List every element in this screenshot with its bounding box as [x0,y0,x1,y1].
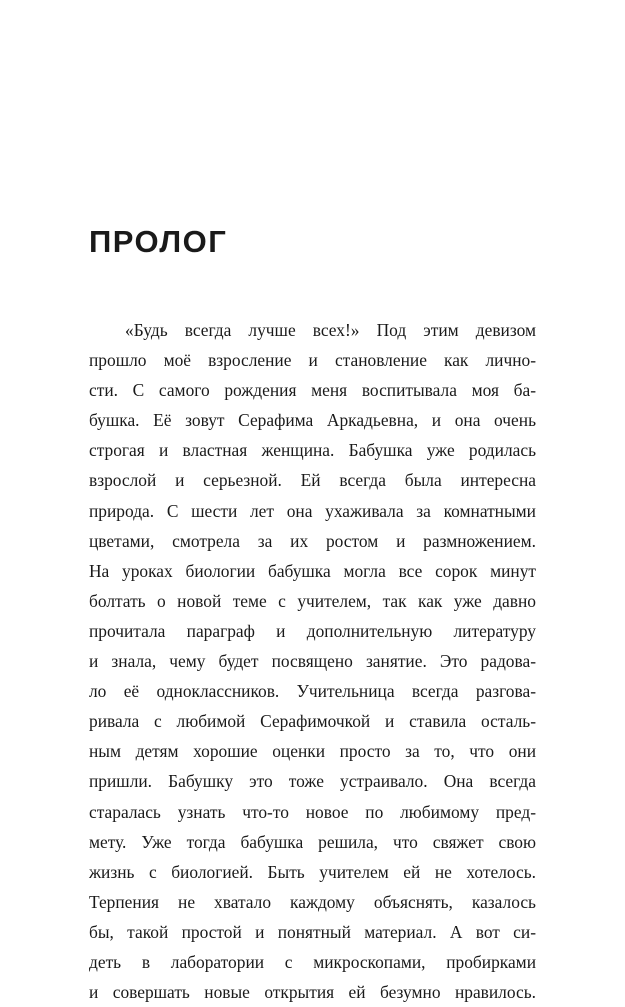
text-line: природа. С шести лет она ухаживала за комнатными [89,500,536,521]
text-line: цветами, смотрела за их ростом и размножением. [89,530,536,551]
body-paragraph [89,315,536,1007]
text-line: сти. С самого рождения меня воспитывала моя ба- [89,380,536,401]
chapter-title: ПРОЛОГ [89,224,228,259]
text-line: бы, такой простой и понятный материал. А вот си- [89,921,536,942]
text-line: жизнь с биологией. Быть учителем ей не хотелось. [89,861,536,882]
text-line: строгая и властная женщина. Бабушка уже родилась [89,440,536,461]
text-line: и знала, чему будет посвящено занятие. Это радова- [89,651,536,672]
text-line: мету. Уже тогда бабушка решила, что свяжет свою [89,831,536,852]
text-line: ло её одноклассников. Учительница всегда разгова- [89,681,536,702]
text-line: «Будь всегда лучше всех!» Под этим девизом [125,320,536,340]
text-line: взрослой и серьезной. Ей всегда была интересна [89,470,536,491]
text-line: бушка. Её зовут Серафима Аркадьевна, и она очень [89,410,536,431]
text-line: пришли. Бабушку это тоже устраивало. Она всегда [89,771,536,792]
text-line: Терпения не хватало каждому объяснять, казалось [89,891,536,912]
text-line: прочитала параграф и дополнительную литературу [89,620,536,641]
text-line: болтать о новой теме с учителем, так как уже давно [89,590,536,611]
text-line: ривала с любимой Серафимочкой и ставила осталь- [89,711,536,732]
text-line: прошло моё взросление и становление как лично- [89,350,536,371]
text-line: старалась узнать что-то новое по любимому пред- [89,801,536,822]
text-line: и совершать новые открытия ей безумно нравилось. [89,982,536,1003]
text-line: На уроках биологии бабушка могла все сорок минут [89,560,536,581]
text-line: ным детям хорошие оценки просто за то, что они [89,741,536,762]
text-line: деть в лаборатории с микроскопами, пробирками [89,951,536,972]
